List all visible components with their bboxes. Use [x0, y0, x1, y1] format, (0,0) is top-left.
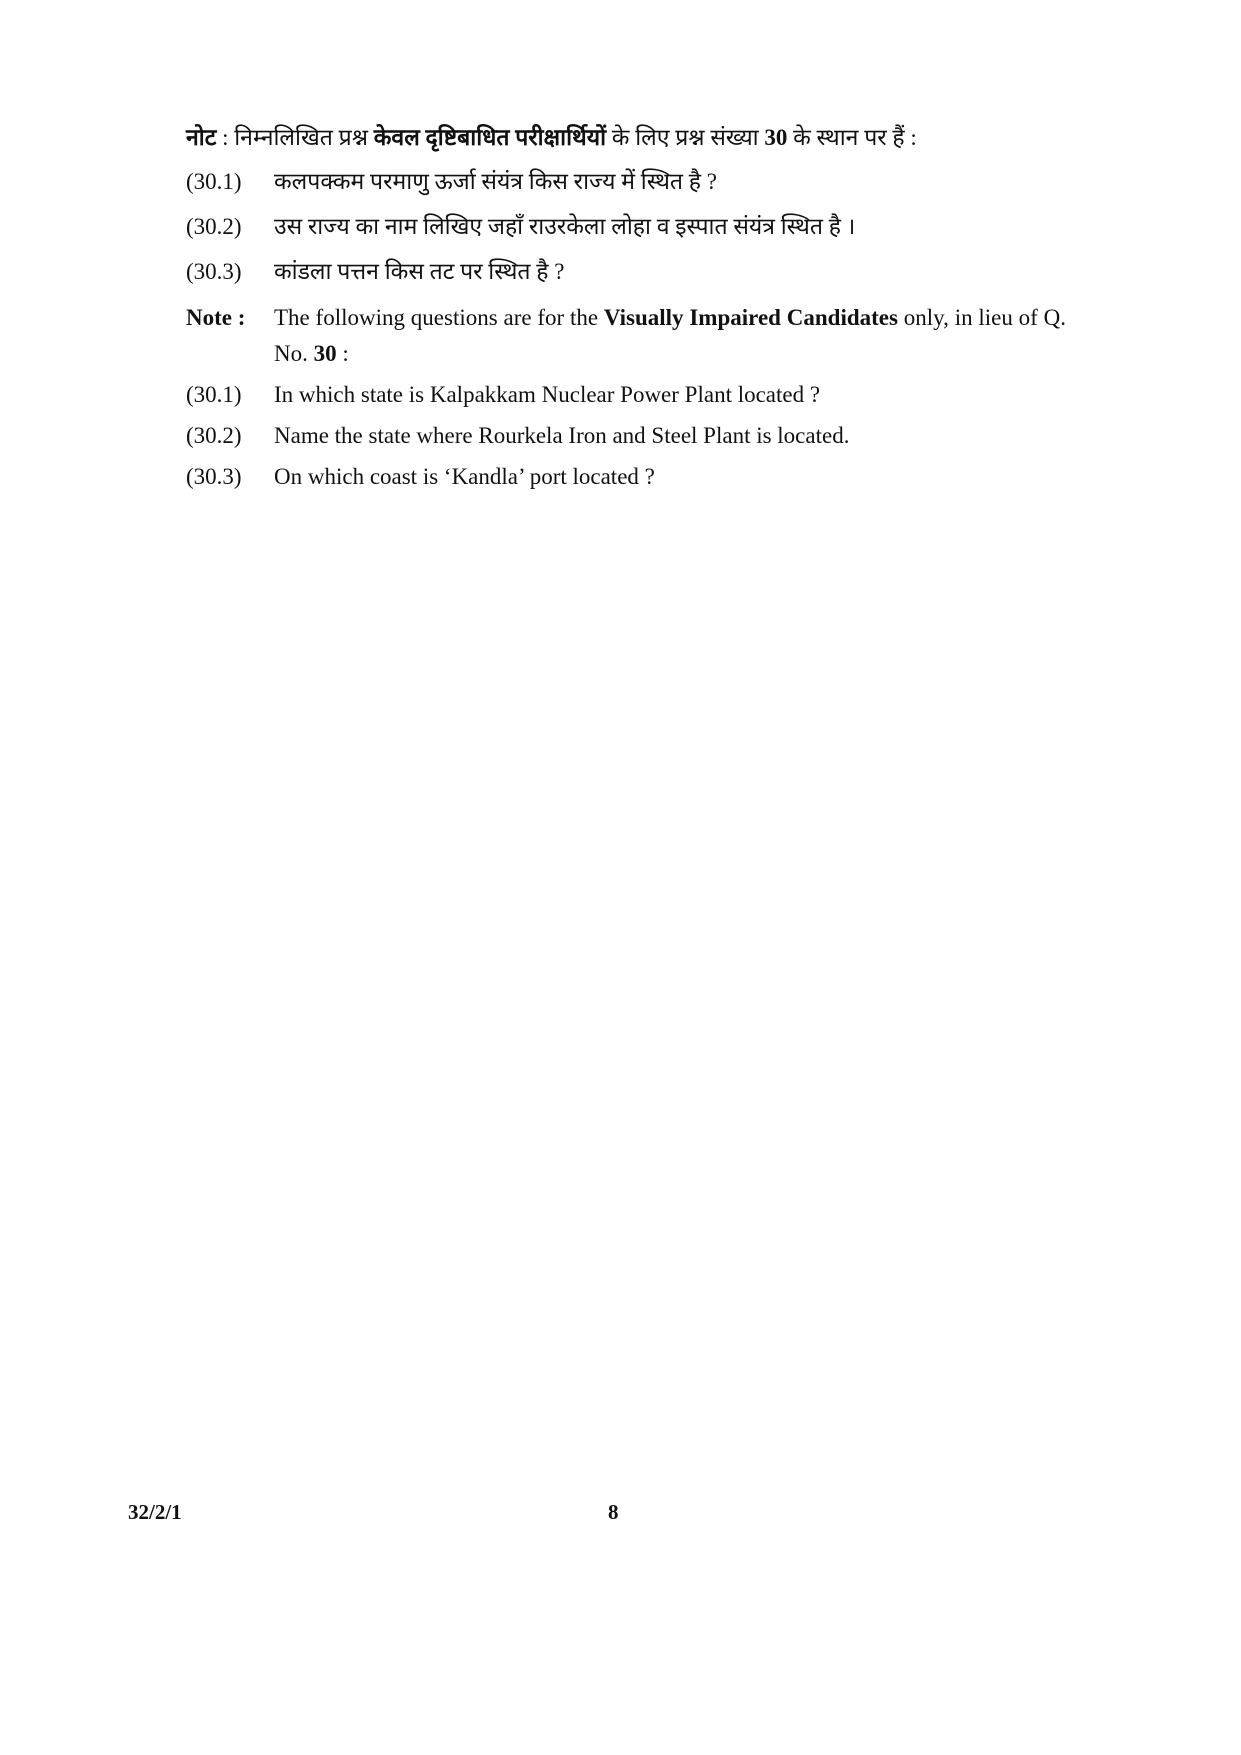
question-text: उस राज्य का नाम लिखिए जहाँ राउरकेला लोहा व इस्पात संयंत्र स्थित है । — [274, 214, 856, 239]
question-number: (30.3) — [186, 464, 242, 489]
hindi-note-emphasis: केवल दृष्टिबाधित परीक्षार्थियों — [373, 125, 607, 150]
english-question-2 — [186, 420, 849, 452]
hindi-note-colon: : — [216, 125, 235, 150]
english-note-text-3: : — [336, 341, 349, 366]
hindi-note-text-2: के लिए प्रश्न संख्या — [606, 125, 765, 150]
hindi-question-1 — [186, 166, 717, 198]
english-note — [186, 300, 1066, 372]
question-text: कांडला पत्तन किस तट पर स्थित है ? — [274, 259, 565, 284]
english-note-text-2: only, in lieu of Q. No. — [274, 305, 1066, 366]
page-number: 8 — [608, 1500, 619, 1524]
english-note-text-1: The following questions are for the — [274, 305, 604, 330]
paper-code: 32/2/1 — [128, 1500, 182, 1524]
english-question-3 — [186, 461, 655, 493]
english-note-question-number: 30 — [313, 341, 337, 366]
question-text: कलपक्कम परमाणु ऊर्जा संयंत्र किस राज्य में स्थित है ? — [274, 169, 717, 194]
hindi-note-text-1: निम्नलिखित प्रश्न — [234, 125, 374, 150]
question-number: (30.3) — [186, 259, 242, 284]
question-number: (30.2) — [186, 214, 242, 239]
question-text: Name the state where Rourkela Iron and Steel Plant is located. — [274, 423, 850, 448]
english-note-emphasis: Visually Impaired Candidates — [603, 305, 898, 330]
question-number: (30.1) — [186, 169, 242, 194]
hindi-note-question-number: 30 — [764, 125, 788, 150]
hindi-question-2 — [186, 211, 855, 243]
question-number: (30.1) — [186, 382, 242, 407]
hindi-note — [186, 122, 917, 154]
hindi-question-3 — [186, 256, 564, 288]
hindi-note-label: नोट — [186, 125, 217, 150]
english-question-1 — [186, 379, 820, 411]
hindi-note-text-3: के स्थान पर हैं : — [787, 125, 917, 150]
english-note-label: Note : — [186, 305, 246, 330]
english-note-text — [274, 300, 1066, 372]
question-text: On which coast is ‘Kandla’ port located ? — [274, 464, 655, 489]
question-number: (30.2) — [186, 423, 242, 448]
question-text: In which state is Kalpakkam Nuclear Power Plant located ? — [274, 382, 821, 407]
